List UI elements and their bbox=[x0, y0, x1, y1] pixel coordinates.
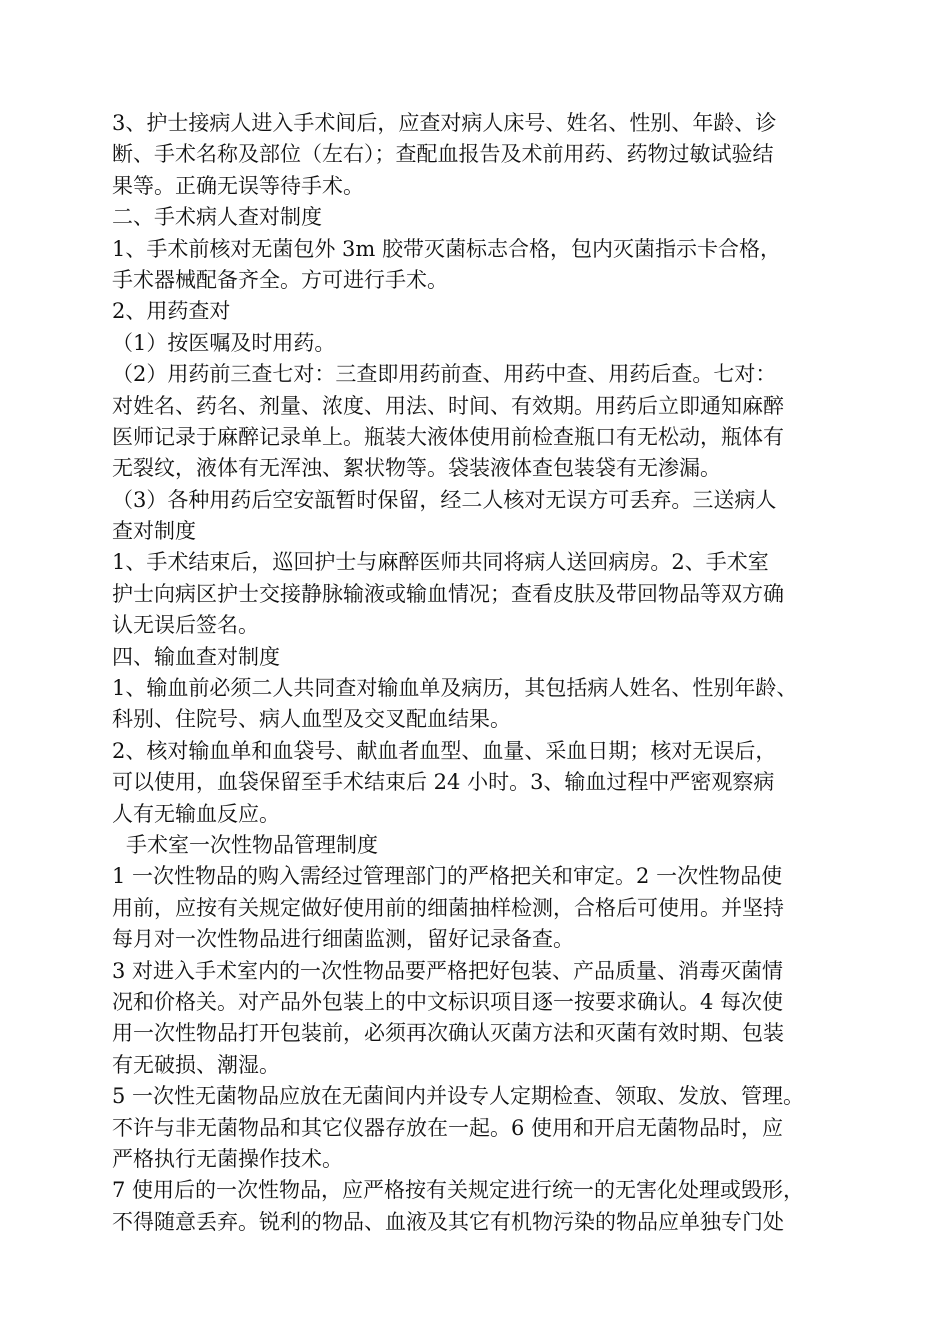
text-line: 不得随意丢弃。锐利的物品、血液及其它有机物污染的物品应单独专门处 bbox=[112, 1209, 784, 1234]
text-line: 用一次性物品打开包装前，必须再次确认灭菌方法和灭菌有效时期、包装 bbox=[112, 1021, 784, 1046]
text-line: 果等。正确无误等待手术。 bbox=[112, 173, 364, 198]
text-line: 医师记录于麻醉记录单上。瓶装大液体使用前检查瓶口有无松动，瓶体有 bbox=[112, 424, 784, 449]
text-line: 断、手术名称及部位（左右）；查配血报告及术前用药、药物过敏试验结 bbox=[112, 142, 774, 167]
text-line: 5 一次性无菌物品应放在无菌间内并设专人定期检查、领取、发放、管理。 bbox=[112, 1084, 805, 1109]
text-line: 1、手术结束后，巡回护士与麻醉医师共同将病人送回病房。2、手术室 bbox=[112, 550, 769, 575]
text-line: （1）按医嘱及时用药。 bbox=[112, 330, 336, 355]
text-line: 2、核对输血单和血袋号、献血者血型、血量、采血日期；核对无误后， bbox=[112, 738, 777, 763]
section-heading: 手术室一次性物品管理制度 bbox=[126, 832, 378, 857]
text-line: 对姓名、药名、剂量、浓度、用法、时间、有效期。用药后立即通知麻醉 bbox=[112, 393, 784, 418]
text-line: 护士向病区护士交接静脉输液或输血情况；查看皮肤及带回物品等双方确 bbox=[112, 581, 784, 606]
text-line: 有无破损、潮湿。 bbox=[112, 1052, 280, 1077]
text-line: 可以使用，血袋保留至手术结束后 24 小时。3、输血过程中严密观察病 bbox=[112, 770, 775, 795]
text-line: 不许与非无菌物品和其它仪器存放在一起。6 使用和开启无菌物品时，应 bbox=[112, 1115, 784, 1140]
document-page bbox=[112, 108, 872, 1238]
text-line: 认无误后签名。 bbox=[112, 613, 259, 638]
text-line: 况和价格关。对产品外包装上的中文标识项目逐一按要求确认。4 每次使 bbox=[112, 989, 784, 1014]
text-line: 3、护士接病人进入手术间后，应查对病人床号、姓名、性别、年龄、诊 bbox=[112, 111, 777, 135]
text-line: 3 对进入手术室内的一次性物品要严格把好包装、产品质量、消毒灭菌情 bbox=[112, 958, 784, 983]
text-line: 1、输血前必须二人共同查对输血单及病历，其包括病人姓名、性别年龄、 bbox=[112, 676, 798, 701]
text-line: 无裂纹，液体有无浑浊、絮状物等。袋装液体查包装袋有无渗漏。 bbox=[112, 456, 721, 481]
section-heading: 二、手术病人查对制度 bbox=[112, 205, 322, 230]
text-line: （3）各种用药后空安瓿暂时保留，经二人核对无误方可丢弃。三送病人 bbox=[112, 487, 777, 512]
text-line: 1 一次性物品的购入需经过管理部门的严格把关和审定。2 一次性物品使 bbox=[112, 864, 783, 889]
text-line: 严格执行无菌操作技术。 bbox=[112, 1146, 343, 1171]
text-line: 手术器械配备齐全。方可进行手术。 bbox=[112, 267, 448, 292]
text-line: 1、手术前核对无菌包外 3m 胶带灭菌标志合格，包内灭菌指示卡合格， bbox=[112, 236, 781, 261]
text-line: （2）用药前三查七对：三查即用药前查、用药中查、用药后查。七对： bbox=[112, 362, 777, 387]
section-heading: 四、输血查对制度 bbox=[112, 644, 280, 669]
text-line: 2、用药查对 bbox=[112, 299, 231, 324]
text-line: 人有无输血反应。 bbox=[112, 801, 280, 826]
section-heading: 查对制度 bbox=[112, 519, 196, 544]
text-line: 7 使用后的一次性物品，应严格按有关规定进行统一的无害化处理或毁形， bbox=[112, 1178, 805, 1203]
text-line: 用前，应按有关规定做好使用前的细菌抽样检测，合格后可使用。并坚持 bbox=[112, 895, 784, 920]
text-line: 每月对一次性物品进行细菌监测，留好记录备查。 bbox=[112, 927, 574, 952]
text-line: 科别、住院号、病人血型及交叉配血结果。 bbox=[112, 707, 511, 732]
